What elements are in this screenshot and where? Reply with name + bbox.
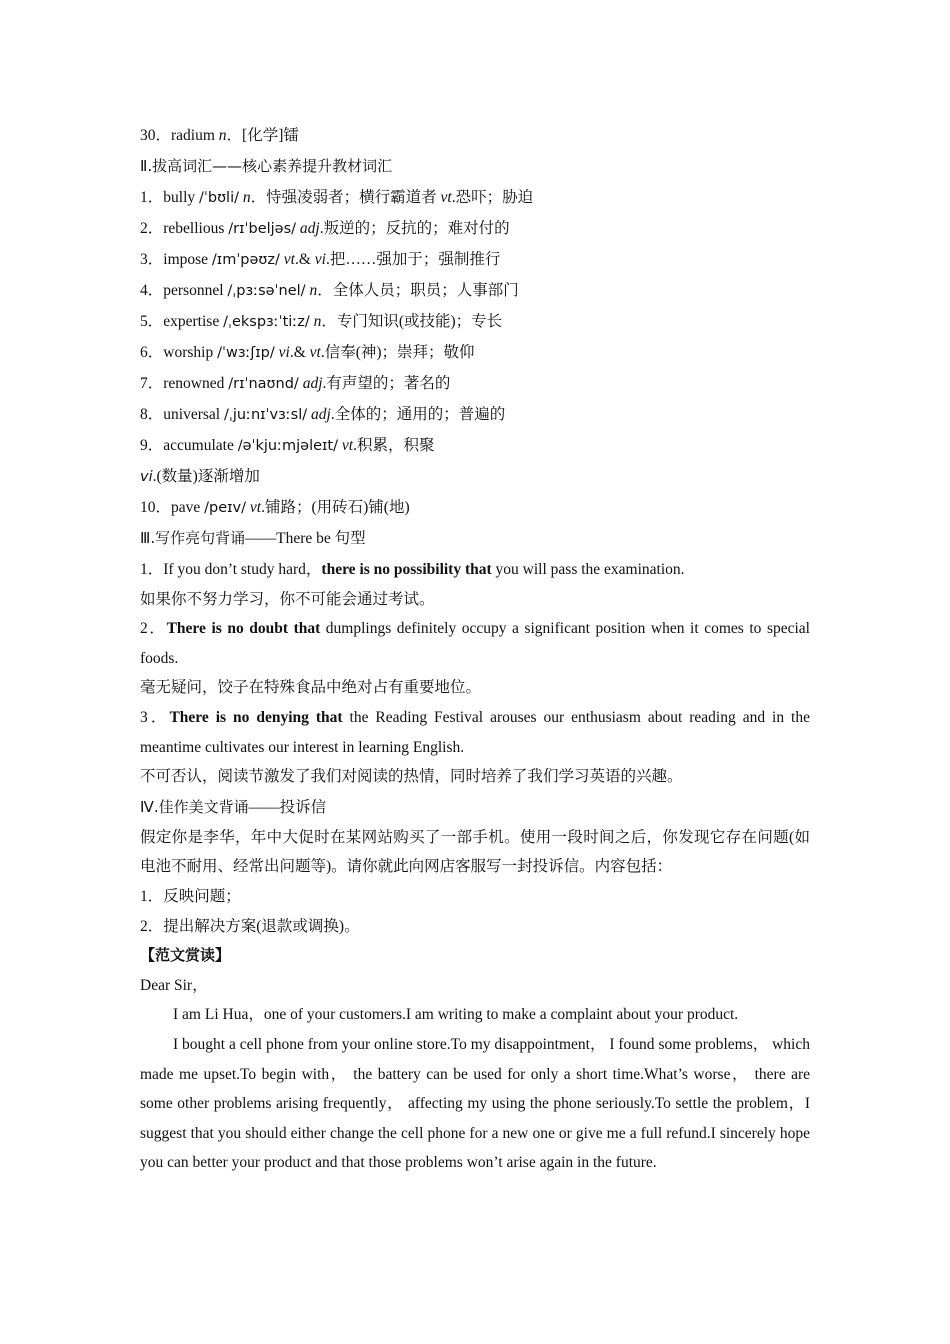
- sentence-en: 1．If you don’t study hard，there is no possibility that you will pass the examination.: [140, 561, 685, 578]
- section-heading-3: Ⅲ.写作亮句背诵——There be 句型: [140, 529, 366, 547]
- section-heading-4: Ⅳ.佳作美文背诵——投诉信: [140, 797, 327, 816]
- sentence-list: [140, 555, 810, 792]
- vocab-list: [140, 182, 810, 523]
- vocab-item-30: 30．radium n．[化学]镭: [140, 127, 299, 144]
- task-prompt: 假定你是李华，年中大促时在某网站购买了一部手机。使用一段时间之后，你发现它存在问题(如电池不耐用、经常出问题等)。请你就此向网店客服写一封投诉信。内容包括：: [140, 828, 810, 876]
- letter-paragraph-1: I am Li Hua，one of your customers.I am writing to make a complaint about your product.: [173, 1006, 739, 1024]
- section-heading-2: Ⅱ.拔高词汇——核心素养提升教材词汇: [140, 157, 393, 175]
- letter-paragraph-2: I bought a cell phone from your online store.To my disappointment， I found some problems， which made me upset.To begin with， the battery can be used for only a short time.What’s worse， there are some other problems arising frequently， affecting my using the phone seriously.To settle the problem，I suggest that you should either change the cell phone for a new one or give me a full refund.I sincerely hope you can better your product and that those problems won’t arise again in the future.: [140, 1035, 810, 1172]
- vocab-item: 10．pave /peɪv/ vt.铺路；(用砖石)铺(地): [140, 499, 410, 516]
- vocab-item: 7．renowned /rɪˈnaʊnd/ adj.有声望的；著名的: [140, 375, 451, 392]
- task-item: 1．反映问题；: [140, 887, 241, 905]
- vocab-item: 6．worship /ˈwɜːʃɪp/ vi.& vt.信奉(神)；崇拜；敬仰: [140, 344, 475, 361]
- sentence-en: 3．There is no denying that the Reading Festival arouses our enthusiasm about reading and in the meantime cultivates our interest in learning English.: [140, 708, 810, 756]
- document-page: [140, 120, 810, 1178]
- sentence-cn: 毫无疑问，饺子在特殊食品中绝对占有重要地位。: [140, 679, 482, 697]
- model-label: 【范文赏读】: [140, 946, 231, 965]
- vocab-item: 1．bully /ˈbʊli/ n．恃强凌弱者；横行霸道者 vt.恐吓；胁迫: [140, 189, 534, 206]
- vocab-item: 3．impose /ɪmˈpəʊz/ vt.& vi.把……强加于；强制推行: [140, 251, 501, 268]
- vocab-item: 4．personnel /ˌpɜːsəˈnel/ n．全体人员；职员；人事部门: [140, 282, 519, 299]
- vocab-item-continuation: vi.(数量)逐渐增加: [140, 468, 260, 485]
- vocab-item: 5．expertise /ˌekspɜːˈtiːz/ n．专门知识(或技能)；专长: [140, 313, 503, 330]
- task-item: 2．提出解决方案(退款或调换)。: [140, 917, 360, 935]
- vocab-item: 8．universal /ˌjuːnɪˈvɜːsl/ adj.全体的；通用的；普遍的: [140, 406, 506, 423]
- sentence-cn: 不可否认，阅读节激发了我们对阅读的热情，同时培养了我们学习英语的兴趣。: [140, 768, 683, 786]
- sentence-cn: 如果你不努力学习，你不可能会通过考试。: [140, 590, 435, 608]
- vocab-item: 2．rebellious /rɪˈbeljəs/ adj.叛逆的；反抗的；难对付的: [140, 220, 510, 237]
- vocab-item: 9．accumulate /əˈkjuːmjəleɪt/ vt.积累，积聚: [140, 437, 435, 454]
- letter-greeting: Dear Sir，: [140, 976, 208, 994]
- sentence-en: 2．There is no doubt that dumplings definitely occupy a significant position when it comes to special foods.: [140, 620, 810, 667]
